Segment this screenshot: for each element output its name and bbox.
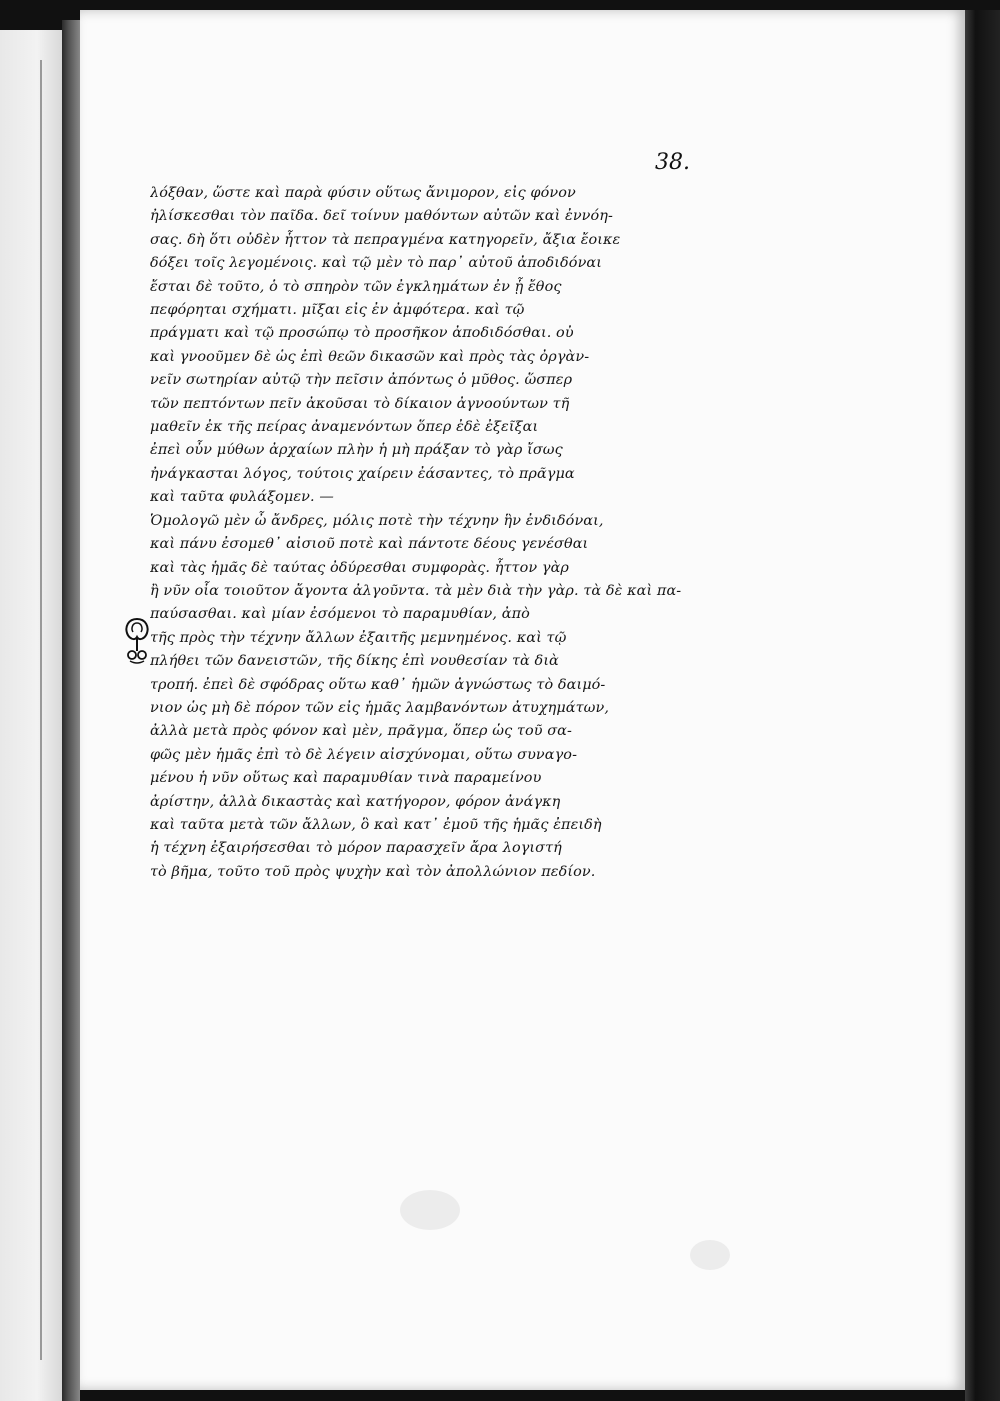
text-line: ἢ νῦν οἷα τοιοῦτον ἄγοντα ἀλγοῦντα. τὰ μὲν διὰ τὴν γὰρ. τὰ δὲ καὶ πα-: [150, 582, 682, 599]
text-line: καὶ ταῦτα μετὰ τῶν ἄλλων, ὃ καὶ κατ᾽ ἐμοῦ τῆς ἡμᾶς ἐπειδὴ: [150, 816, 602, 833]
text-line: καὶ τὰς ἡμᾶς δὲ ταύτας ὀδύρεσθαι συμφορὰς. ἧττον γὰρ: [150, 559, 569, 576]
text-line: καὶ πάνυ ἐσομεθ᾽ αἰσιοῦ ποτὲ καὶ πάντοτε δέους γενέσθαι: [150, 536, 589, 553]
text-line: πεφόρηται σχήματι. μῖξαι εἰς ἐν ἀμφότερα. καὶ τῷ: [150, 302, 525, 319]
text-line: τῆς πρὸς τὴν τέχνην ἄλλων ἐξαιτῆς μεμνημένος. καὶ τῷ: [150, 629, 567, 646]
text-line: ἠλίσκεσθαι τὸν παῖδα. δεῖ τοίνυν μαθόντων αὐτῶν καὶ ἐννόη-: [150, 208, 613, 225]
folio-number: 38.: [655, 150, 690, 175]
text-line: τροπή. ἐπεὶ δὲ σφόδρας οὕτω καθ᾽ ἡμῶν ἀγνώστως τὸ δαιμό-: [150, 676, 606, 693]
text-line: φῶς μὲν ἡμᾶς ἐπὶ τὸ δὲ λέγειν αἰσχύνομαι, οὕτω συναγο-: [150, 746, 578, 763]
text-line: ἡ τέχνη ἐξαιρήσεσθαι τὸ μόρον παρασχεῖν ἄρα λογιστή: [150, 840, 562, 857]
text-line: νιον ὡς μὴ δὲ πόρον τῶν εἰς ἡμᾶς λαμβανόντων ἀτυχημάτων,: [150, 699, 610, 716]
text-line: καὶ ταῦτα φυλάξομεν. —: [150, 489, 334, 506]
manuscript-text: [150, 182, 745, 884]
text-line: δόξει τοῖς λεγομένοις. καὶ τῷ μὲν τὸ παρ᾽ αὐτοῦ ἀποδιδόναι: [150, 255, 602, 272]
paper-stain: [400, 1190, 460, 1230]
text-line: πράγματι καὶ τῷ προσώπῳ τὸ προσῆκον ἀποδιδόσθαι. οὐ: [150, 325, 574, 342]
book-gutter: [62, 20, 80, 1401]
paper-stain: [690, 1240, 730, 1270]
text-line: σας. δὴ ὅτι οὐδὲν ἧττον τὰ πεπραγμένα κατηγορεῖν, ἄξια ἔοικε: [150, 231, 621, 248]
text-line: καὶ γνοοῦμεν δὲ ὡς ἐπὶ θεῶν δικασῶν καὶ πρὸς τὰς ὀργὰν-: [150, 348, 590, 365]
facing-page-edge: [0, 30, 62, 1401]
text-line: λόξθαν, ὥστε καὶ παρὰ φύσιν οὕτως ἄνιμορον, εἰς φόνον: [150, 185, 576, 201]
text-line: νεῖν σωτηρίαν αὐτῷ τὴν πεῖσιν ἀπόντως ὁ μῦθος. ὥσπερ: [150, 372, 573, 389]
text-line: μαθεῖν ἐκ τῆς πείρας ἀναμενόντων ὅπερ ἐδὲ ἐξεῖξαι: [150, 419, 539, 436]
decorated-initial-icon: [122, 615, 152, 667]
text-line: ἠνάγκασται λόγος, τούτοις χαίρειν ἐάσαντες, τὸ πρᾶγμα: [150, 465, 575, 482]
text-line: πλήθει τῶν δανειστῶν, τῆς δίκης ἐπὶ νουθεσίαν τὰ διὰ: [150, 653, 559, 670]
text-line: παύσασθαι. καὶ μίαν ἐσόμενοι τὸ παραμυθίαν, ἀπὸ: [150, 606, 530, 623]
text-line: ἀρίστην, ἀλλὰ δικαστὰς καὶ κατήγορον, φόρον ἀνάγκη: [150, 793, 561, 810]
manuscript-page: [80, 10, 965, 1390]
page-stack-edge: [965, 10, 1000, 1401]
text-line: Ὁμολογῶ μὲν ὦ ἄνδρες, μόλις ποτὲ τὴν τέχνην ἣν ἐνδιδόναι,: [150, 512, 604, 529]
text-line: ἔσται δὲ τοῦτο, ὁ τὸ σπηρὸν τῶν ἐγκλημάτων ἐν ᾗ ἔθος: [150, 278, 562, 295]
text-line: ἐπεὶ οὖν μύθων ἀρχαίων πλὴν ἡ μὴ πράξαν τὸ γὰρ ἴσως: [150, 442, 563, 459]
text-line: τὸ βῆμα, τοῦτο τοῦ πρὸς ψυχὴν καὶ τὸν ἀπολλώνιον πεδίον.: [150, 863, 596, 880]
text-line: ἀλλὰ μετὰ πρὸς φόνον καὶ μὲν, πρᾶγμα, ὅπερ ὡς τοῦ σα-: [150, 723, 572, 740]
text-line: τῶν πεπτόντων πεῖν ἀκοῦσαι τὸ δίκαιον ἀγνοούντων τῆ: [150, 395, 570, 412]
facing-page-fold: [40, 60, 42, 1360]
text-line: μένου ἡ νῦν οὕτως καὶ παραμυθίαν τινὰ παραμείνου: [150, 770, 542, 787]
